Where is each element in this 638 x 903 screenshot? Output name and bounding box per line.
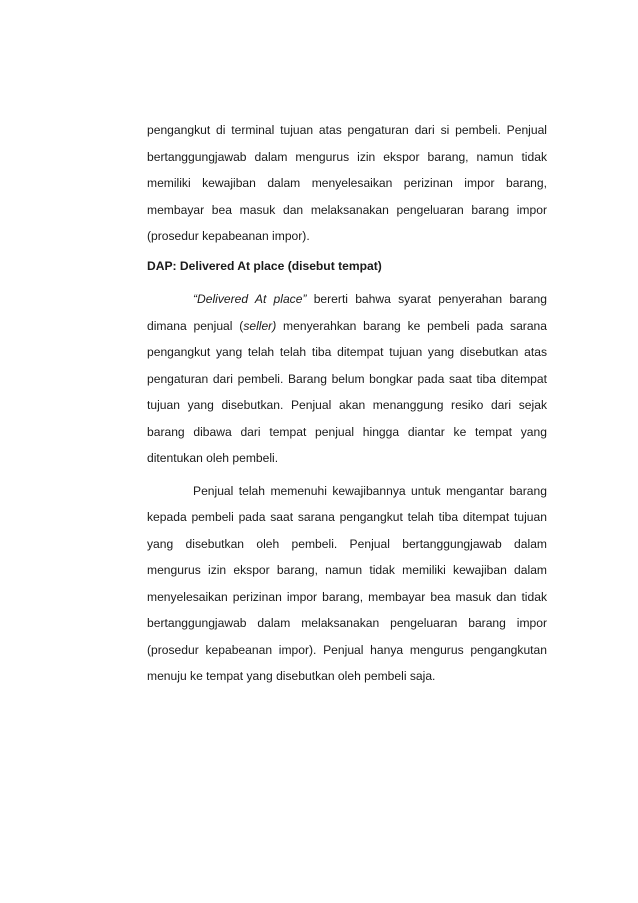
document-page [147,117,547,690]
text-line: (prosedur kepabeanan impor). Penjual hanya mengurus pengangkutan [147,642,547,657]
text-line: kepada pembeli pada saat sarana pengangkut telah tiba ditempat tujuan [147,510,547,524]
text-span: menyerahkan barang ke pembeli pada sarana [276,318,547,333]
text-span: bererti bahwa syarat penyerahan barang [306,292,547,306]
paragraph-seller-obligation [147,478,547,690]
text-line [147,313,547,340]
section-heading: DAP: Delivered At place (disebut tempat) [147,258,382,273]
italic-term: “Delivered At place” [193,292,307,306]
text-line: pengangkut yang telah telah tiba ditempat tujuan yang disebutkan atas [147,345,547,359]
text-line: pengangkut di terminal tujuan atas pengaturan dari si pembeli. Penjual [147,123,547,137]
paragraph-continuation [147,117,547,250]
text-line: bertanggungjawab dalam mengurus izin ekspor barang, namun tidak [147,149,547,164]
text-span: dimana penjual ( [147,318,244,333]
text-line: bertanggungjawab dalam melaksanakan pengeluaran barang impor [147,616,547,630]
text-line [147,286,547,313]
text-line: menyelesaikan perizinan impor barang, membayar bea masuk dan tidak [147,589,547,604]
text-line: yang disebutkan oleh pembeli. Penjual bertanggungjawab dalam [147,536,547,551]
text-line: (prosedur kepabeanan impor). [147,229,310,243]
italic-term: seller) [243,318,277,333]
text-line: membayar bea masuk dan melaksanakan pengeluaran barang impor [147,202,547,217]
text-line: ditentukan oleh pembeli. [147,451,279,465]
text-line: barang dibawa dari tempat penjual hingga diantar ke tempat yang [147,424,547,439]
text-line: Penjual telah memenuhi kewajibannya untuk mengantar barang [193,483,547,498]
paragraph-dap-definition [147,286,547,472]
text-line: mengurus izin ekspor barang, namun tidak memiliki kewajiban dalam [147,563,547,577]
text-line: pengaturan dari pembeli. Barang belum bongkar pada saat tiba ditempat [147,371,547,386]
text-line: memiliki kewajiban dalam menyelesaikan perizinan impor barang, [147,176,547,190]
text-line: menuju ke tempat yang disebutkan oleh pembeli saja. [147,669,436,683]
text-line: tujuan yang disebutkan. Penjual akan menanggung resiko dari sejak [147,398,547,412]
